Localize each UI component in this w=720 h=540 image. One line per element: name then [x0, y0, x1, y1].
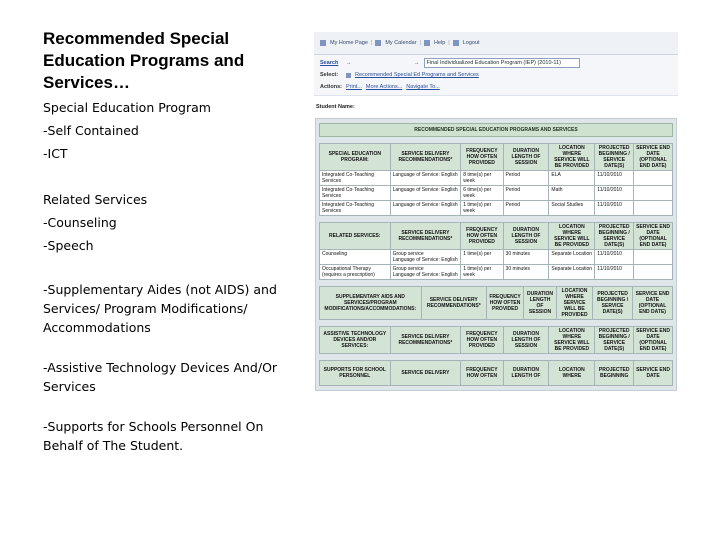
col-header: FREQUENCY HOW OFTEN: [461, 361, 503, 386]
top-nav: My Home Page | My Calendar | Help | Logout: [314, 32, 678, 55]
cell: 11/10/2010: [595, 250, 634, 265]
col-header: SERVICE END DATE (OPTIONAL END DATE): [633, 287, 673, 320]
selector-icon: [346, 73, 351, 78]
cell: Separate Location: [549, 265, 595, 280]
cell: Language of Service: English: [390, 186, 461, 201]
col-header: SERVICE DELIVERY RECOMMENDATIONS*: [390, 327, 461, 354]
supports-school-personnel-table: [319, 360, 673, 386]
print-link[interactable]: Print...: [346, 84, 362, 90]
body-line: -Supplementary Aides (not AIDS) and Services/ Program Modifications/ Accommodations: [43, 282, 277, 335]
cell: [390, 265, 461, 280]
iep-form: [315, 118, 677, 391]
cell-line: Language of Service: English: [392, 272, 458, 278]
search-link[interactable]: Search: [320, 60, 339, 66]
search-field[interactable]: Final Individualized Education Program (IEP) (2010-11): [424, 58, 580, 68]
more-actions-link[interactable]: More Actions...: [365, 84, 403, 90]
cell: 30 minutes: [503, 265, 549, 280]
related-services-table: [319, 222, 673, 280]
cell: Integrated Co-Teaching Services: [320, 201, 391, 216]
col-header: FREQUENCY HOW OFTEN PROVIDED: [461, 223, 503, 250]
col-header: FREQUENCY HOW OFTEN PROVIDED: [461, 327, 503, 354]
col-header: SERVICE END DATE (OPTIONAL END DATE): [634, 223, 673, 250]
section-heading: RELATED SERVICES:: [320, 223, 391, 250]
iep-screenshot: [314, 32, 678, 456]
cell: Language of Service: English: [390, 201, 461, 216]
col-header: PROJECTED BEGINNING: [595, 361, 634, 386]
col-header: SERVICE DELIVERY RECOMMENDATIONS*: [390, 144, 461, 171]
slide-body: [43, 96, 293, 455]
student-name-label: Student Name:: [316, 104, 355, 110]
col-header: SERVICE END DATE (OPTIONAL END DATE): [634, 327, 673, 354]
table-row: [320, 186, 673, 201]
actions-label: Actions:: [320, 84, 342, 90]
table-row: [320, 250, 673, 265]
cell: 11/10/2010: [595, 201, 634, 216]
toolbar: [314, 55, 678, 96]
body-line: Related Services: [43, 192, 148, 207]
col-header: SERVICE DELIVERY RECOMMENDATIONS*: [390, 223, 461, 250]
cell: Math: [549, 186, 595, 201]
cell-line: Group service: [392, 266, 424, 272]
supplementary-aids-table: [319, 286, 673, 320]
title-line: Recommended Special: [43, 29, 230, 48]
body-line: -Speech: [43, 238, 94, 253]
logout-icon: [453, 40, 459, 46]
nav-home-link[interactable]: My Home Page: [330, 40, 368, 46]
title-line: Education Programs and: [43, 51, 245, 70]
col-header: PROJECTED BEGINNING / SERVICE DATE(S): [595, 144, 634, 171]
cell: Period: [503, 186, 549, 201]
cell: 1 time(s) per week: [461, 265, 503, 280]
col-header: SERVICE END DATE (OPTIONAL END DATE): [634, 144, 673, 171]
home-icon: [320, 40, 326, 46]
col-header: LOCATION WHERE SERVICE WILL BE PROVIDED: [549, 223, 595, 250]
assistive-technology-table: [319, 326, 673, 354]
cell: [634, 201, 673, 216]
help-icon: [424, 40, 430, 46]
col-header: LOCATION WHERE: [549, 361, 595, 386]
slide-text-panel: [43, 28, 293, 455]
body-line: -ICT: [43, 146, 68, 161]
navigate-to-link[interactable]: Navigate To...: [406, 84, 440, 90]
body-line: Special Education Program: [43, 100, 211, 115]
nav-logout-link[interactable]: Logout: [462, 40, 480, 46]
table-row: [320, 201, 673, 216]
col-header: DURATION LENGTH OF SESSION: [503, 327, 549, 354]
cell-line: Language of Service: English: [392, 257, 458, 263]
section-heading: SUPPORTS FOR SCHOOL PERSONNEL: [320, 361, 391, 386]
col-header: DURATION LENGTH OF SESSION: [524, 287, 557, 320]
table-row: [320, 265, 673, 280]
cell: [634, 265, 673, 280]
cell: 1 time(s) per: [461, 250, 503, 265]
slide-title: [43, 28, 293, 94]
cell: 1 time(s) per week: [461, 201, 503, 216]
col-header: FREQUENCY HOW OFTEN PROVIDED: [461, 144, 503, 171]
col-header: LOCATION WHERE SERVICE WILL BE PROVIDED: [556, 287, 592, 320]
body-line: -Assistive Technology Devices And/Or Services: [43, 360, 278, 394]
cell: Language of Service: English: [390, 171, 461, 186]
cell: 11/10/2010: [595, 186, 634, 201]
select-label: Select:: [320, 72, 339, 78]
col-header: DURATION LENGTH OF SESSION: [503, 223, 549, 250]
col-header: SERVICE END DATE: [634, 361, 673, 386]
section-heading: SUPPLEMENTARY AIDS AND SERVICES/PROGRAM MODIFICATIONS/ACCOMMODATIONS:: [320, 287, 422, 320]
cell: 11/10/2010: [595, 265, 634, 280]
nav-calendar-link[interactable]: My Calendar: [385, 40, 417, 46]
cell: Occupational Therapy (requires a prescription): [320, 265, 391, 280]
body-line: -Counseling: [43, 215, 117, 230]
col-header: DURATION LENGTH OF SESSION: [503, 144, 549, 171]
col-header: PROJECTED BEGINNING / SERVICE DATE(S): [595, 327, 634, 354]
title-line: Services…: [43, 73, 130, 92]
col-header: DURATION LENGTH OF: [503, 361, 549, 386]
cell: [634, 171, 673, 186]
cell: Integrated Co-Teaching Services: [320, 171, 391, 186]
cell: Social Studies: [549, 201, 595, 216]
col-header: FREQUENCY HOW OFTEN PROVIDED: [486, 287, 523, 320]
cell: [634, 250, 673, 265]
form-main-header: RECOMMENDED SPECIAL EDUCATION PROGRAMS AND SERVICES: [319, 123, 673, 137]
cell: 30 minutes: [503, 250, 549, 265]
cell-line: Group service: [392, 251, 424, 257]
section-heading: SPECIAL EDUCATION PROGRAM:: [320, 144, 391, 171]
section-heading: ASSISTIVE TECHNOLOGY DEVICES AND/OR SERVICES:: [320, 327, 391, 354]
cell: [634, 186, 673, 201]
table-row: [320, 171, 673, 186]
select-link[interactable]: Recommended Special Ed Programs and Services: [355, 72, 479, 78]
col-header: SERVICE DELIVERY RECOMMENDATIONS*: [421, 287, 486, 320]
cell: [390, 250, 461, 265]
nav-help-link[interactable]: Help: [433, 40, 446, 46]
col-header: PROJECTED BEGINNING / SERVICE DATE(S): [593, 287, 633, 320]
body-line: -Supports for Schools Personnel On Behalf of The Student.: [43, 419, 264, 453]
search-arrow-icon: →: [414, 60, 420, 66]
calendar-icon: [375, 40, 381, 46]
col-header: SERVICE DELIVERY: [390, 361, 461, 386]
cell: ELA: [549, 171, 595, 186]
cell: 8 time(s) per week: [461, 171, 503, 186]
cell: Separate Location: [549, 250, 595, 265]
search-arrow-icon: →: [346, 60, 352, 66]
cell: Counseling: [320, 250, 391, 265]
cell: 11/10/2010: [595, 171, 634, 186]
col-header: LOCATION WHERE SERVICE WILL BE PROVIDED: [549, 327, 595, 354]
body-line: -Self Contained: [43, 123, 139, 138]
cell: 6 time(s) per week: [461, 186, 503, 201]
col-header: LOCATION WHERE SERVICE WILL BE PROVIDED: [549, 144, 595, 171]
cell: Integrated Co-Teaching Services: [320, 186, 391, 201]
special-ed-program-table: [319, 143, 673, 216]
cell: Period: [503, 201, 549, 216]
col-header: PROJECTED BEGINNING / SERVICE DATE(S): [595, 223, 634, 250]
cell: Period: [503, 171, 549, 186]
